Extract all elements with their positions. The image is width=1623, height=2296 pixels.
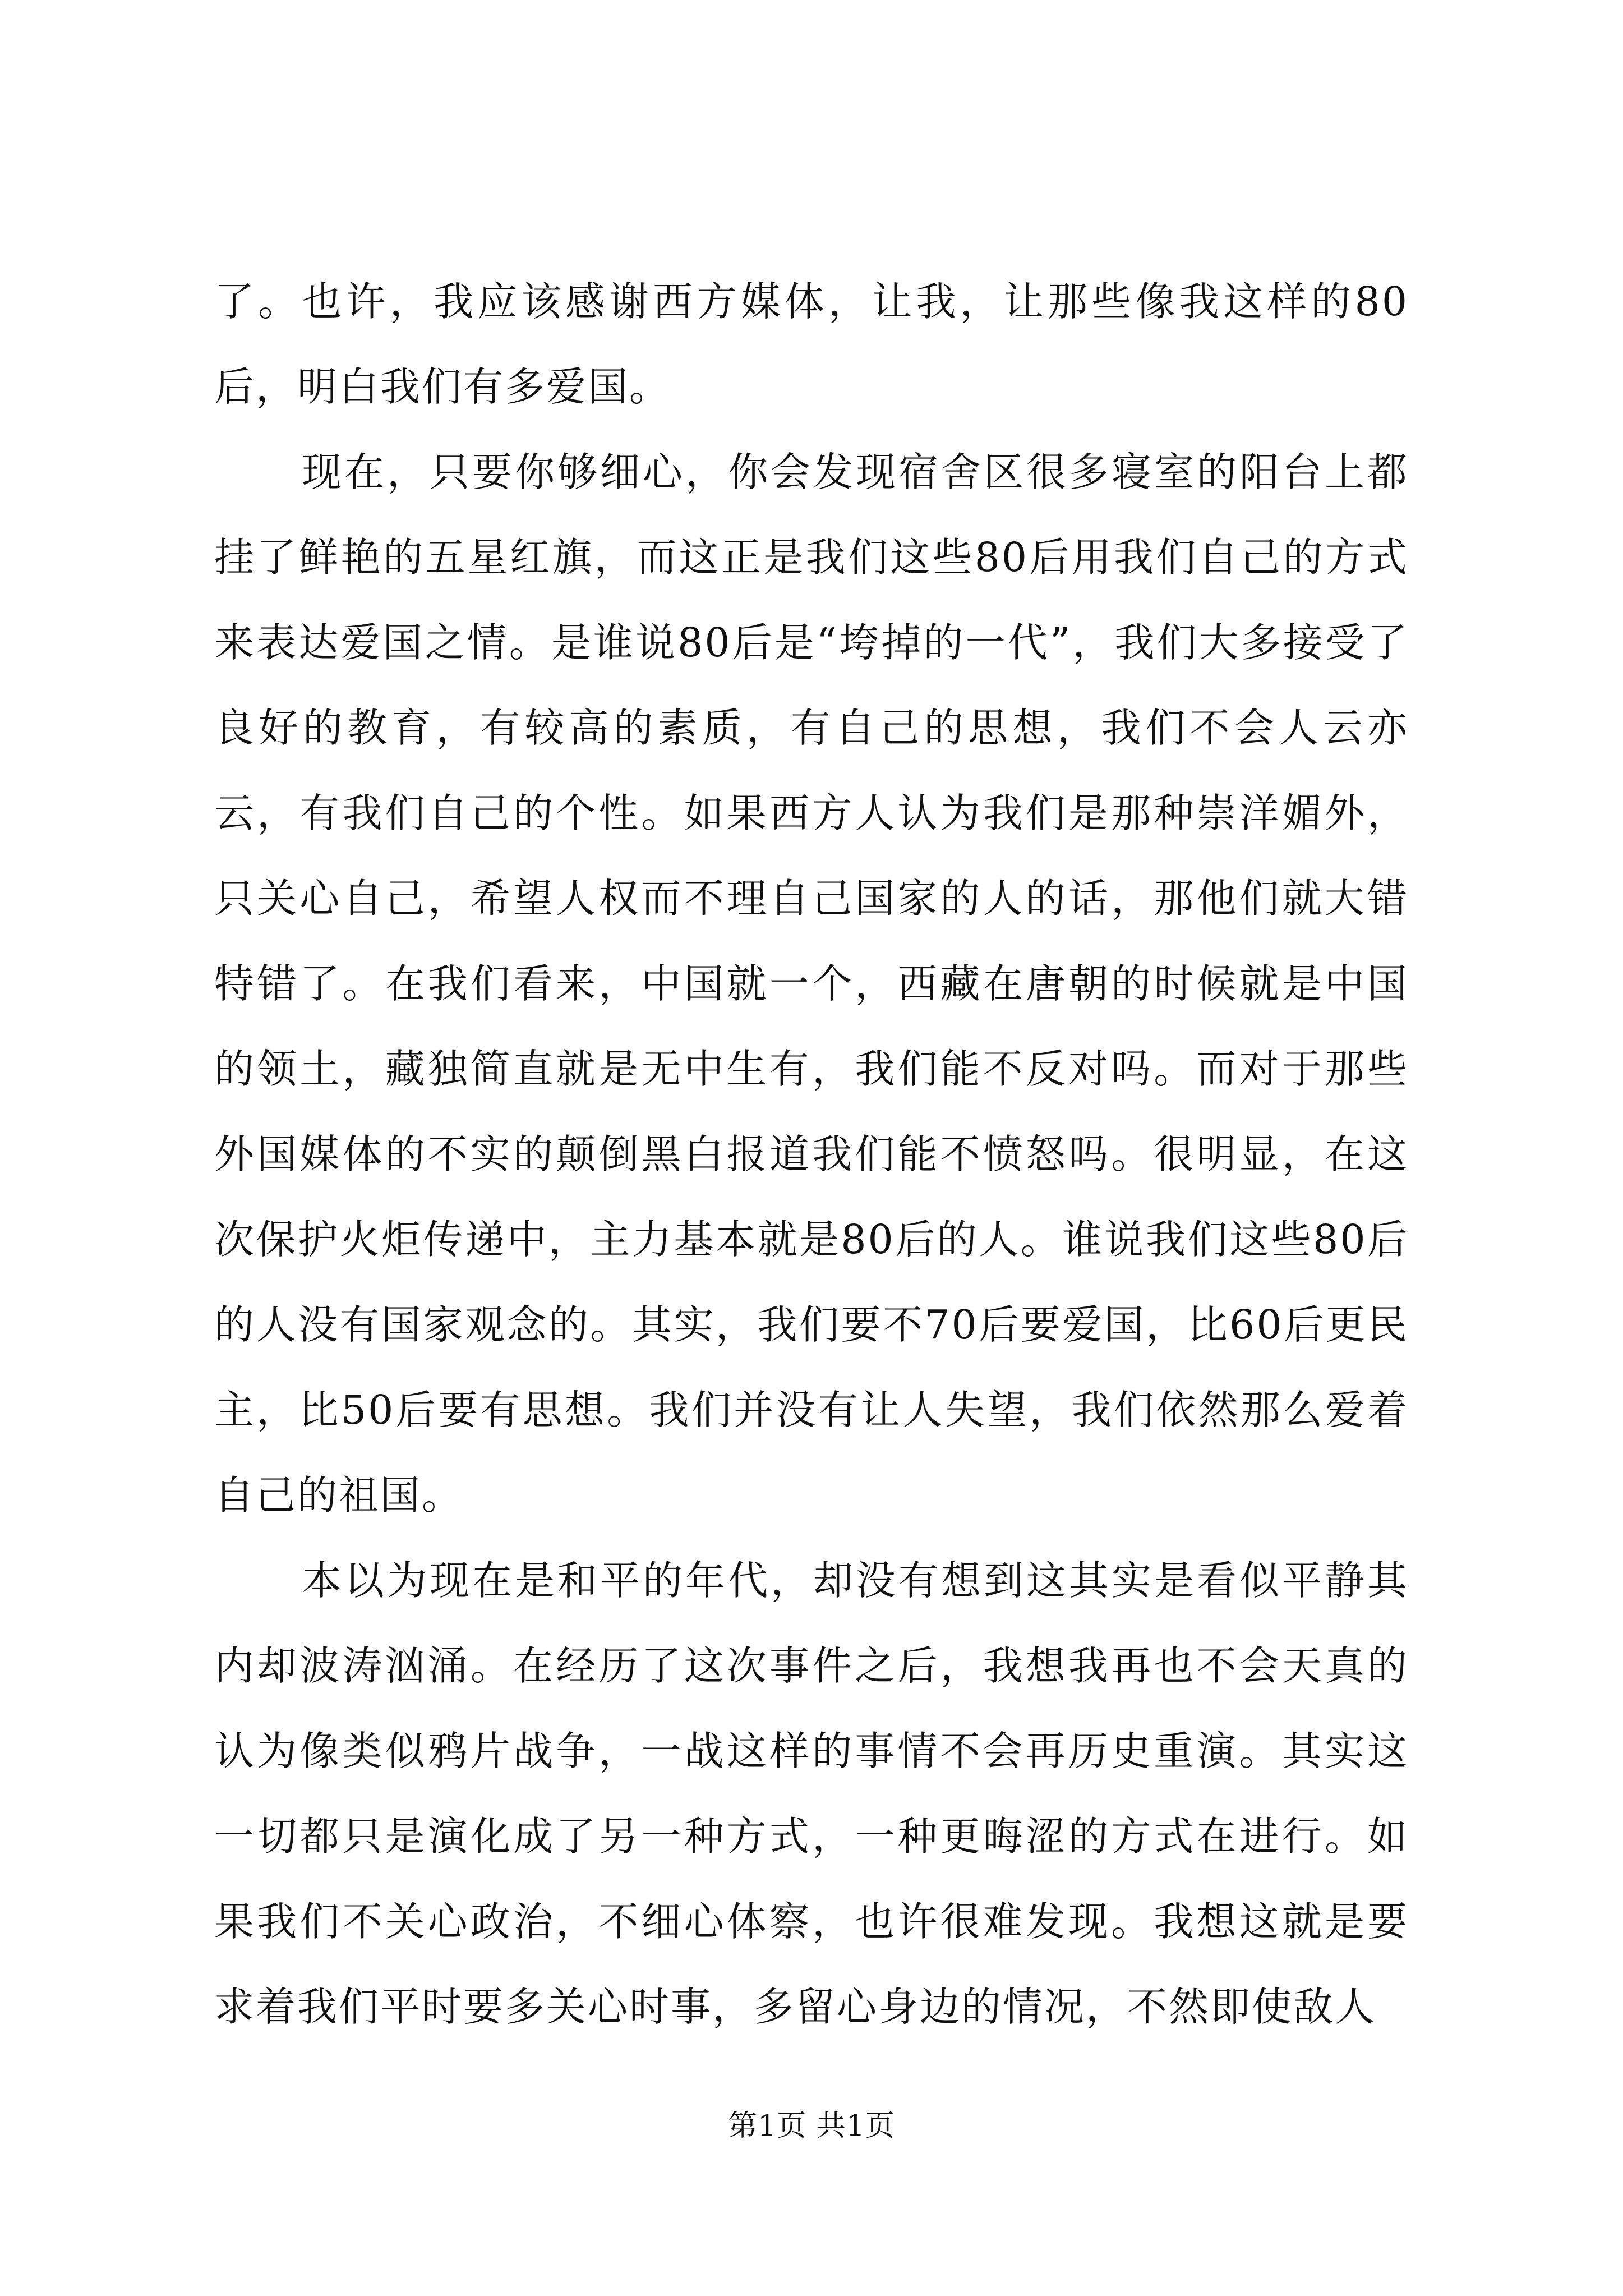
paragraph-3: 本以为现在是和平的年代，却没有想到这其实是看似平静其内却波涛汹涌。在经历了这次事件之后，我想我再也不会天真的认为像类似鸦片战争，一战这样的事情不会再历史重演。其实这一切都只是演化成了另一种方式，一种更晦涩的方式在进行。如果我们不关心政治，不细心体察，也许很难发现。我想这就是要求着我们平时要多关心时事，多留心身边的情况，不然即使敌人: [214, 1557, 1409, 2030]
paragraph-1: 了。也许，我应该感谢西方媒体，让我，让那些像我这样的80后，明白我们有多爱国。: [214, 278, 1409, 410]
page-footer: 第1页 共1页: [728, 2109, 895, 2143]
paragraph-2: 现在，只要你够细心，你会发现宿舍区很多寝室的阳台上都挂了鲜艳的五星红旗，而这正是我们这些80后用我们自己的方式来表达爱国之情。是谁说80后是“垮掉的一代”，我们大多接受了良好的教育，有较高的素质，有自己的思想，我们不会人云亦云，有我们自己的个性。如果西方人认为我们是那种崇洋媚外，只关心自己，希望人权而不理自己国家的人的话，那他们就大错特错了。在我们看来，中国就一个，西藏在唐朝的时候就是中国的领土，藏独简直就是无中生有，我们能不反对吗。而对于那些外国媒体的不实的颠倒黑白报道我们能不愤怒吗。很明显，在这次保护火炬传递中，主力基本就是80后的人。谁说我们这些80后的人没有国家观念的。其实，我们要不70后要爱国，比60后更民主，比50后要有思想。我们并没有让人失望，我们依然那么爱着自己的祖国。: [214, 449, 1409, 1519]
document-body: [214, 259, 1409, 2050]
